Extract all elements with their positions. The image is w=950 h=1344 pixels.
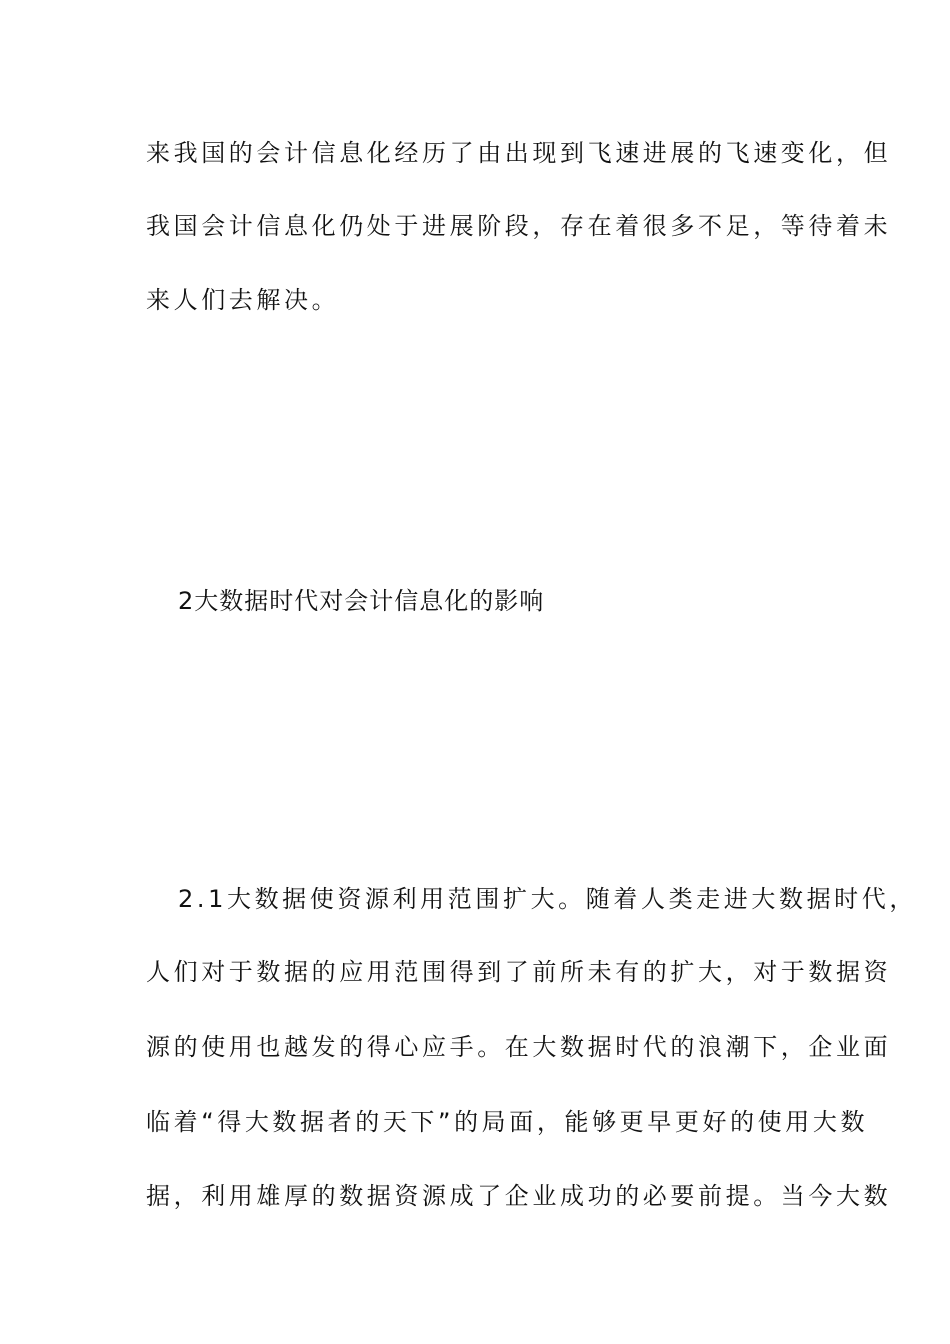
paragraph-1-line-2: 我国会计信息化仍处于进展阶段，存在着很多不足，等待着未: [146, 212, 892, 240]
paragraph-2-line-5: 据，利用雄厚的数据资源成了企业成功的必要前提。当今大数: [146, 1182, 892, 1210]
paragraph-1-line-3: 来人们去解决。: [146, 286, 340, 314]
paragraph-2-line-3: 源的使用也越发的得心应手。在大数据时代的浪潮下，企业面: [146, 1033, 892, 1061]
paragraph-2-line-4: 临着“得大数据者的天下”的局面，能够更早更好的使用大数: [146, 1108, 869, 1136]
paragraph-1-line-1: 来我国的会计信息化经历了由出现到飞速进展的飞速变化，但: [146, 139, 892, 167]
section-heading: 2大数据时代对会计信息化的影响: [178, 587, 545, 615]
paragraph-2-line-2: 人们对于数据的应用范围得到了前所未有的扩大，对于数据资: [146, 958, 892, 986]
paragraph-2-line-1: 2.1大数据使资源利用范围扩大。随着人类走进大数据时代，: [178, 885, 917, 913]
